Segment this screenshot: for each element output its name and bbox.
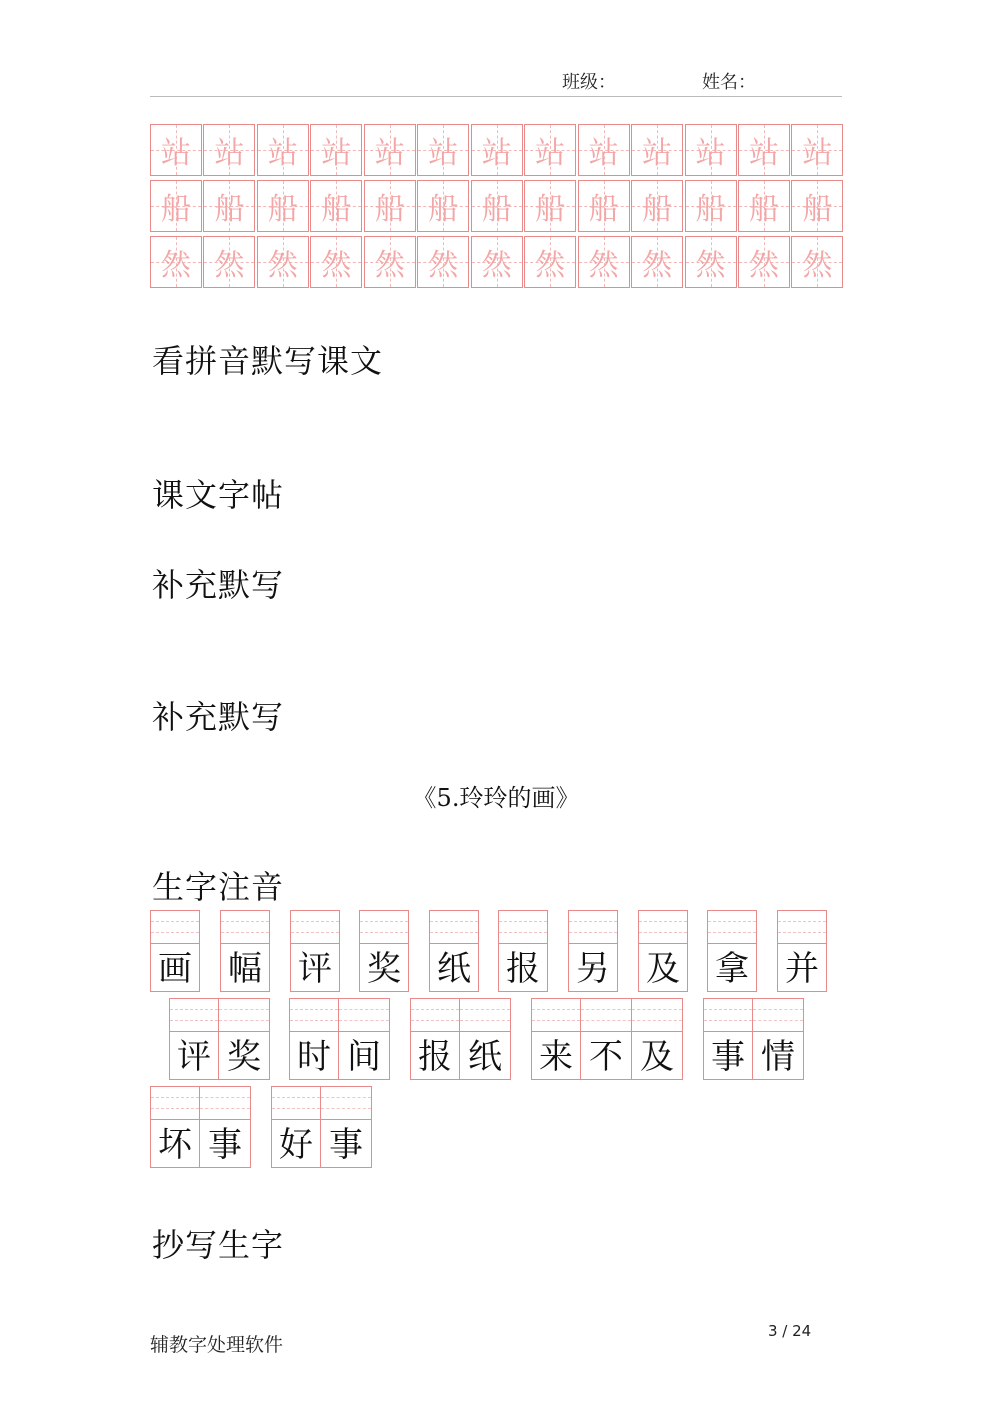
practice-cell xyxy=(310,180,362,232)
char-cell xyxy=(290,910,340,992)
practice-cell xyxy=(203,124,255,176)
pinyin-word-box xyxy=(707,910,757,992)
pinyin-word-box xyxy=(531,998,683,1080)
pinyin-slot[interactable] xyxy=(778,911,826,944)
pinyin-slot[interactable] xyxy=(430,911,478,944)
hanzi: 幅 xyxy=(228,949,262,989)
practice-cell xyxy=(685,124,737,176)
practice-cell xyxy=(257,124,309,176)
pinyin-slot[interactable] xyxy=(581,999,631,1032)
char-cell xyxy=(777,910,827,992)
practice-char: 站 xyxy=(588,136,619,171)
char-cell xyxy=(707,910,757,992)
hanzi: 及 xyxy=(640,1037,674,1077)
hanzi: 拿 xyxy=(715,949,749,989)
practice-cell xyxy=(150,124,202,176)
practice-char: 船 xyxy=(802,192,833,227)
practice-char: 然 xyxy=(428,248,459,283)
practice-char: 船 xyxy=(695,192,726,227)
practice-cell xyxy=(364,236,416,288)
hanzi: 奖 xyxy=(367,949,401,989)
char-cell xyxy=(429,910,479,992)
practice-char: 然 xyxy=(535,248,566,283)
practice-char: 然 xyxy=(161,248,191,283)
practice-char: 然 xyxy=(481,248,512,283)
char-cell xyxy=(200,1086,251,1168)
char-cell xyxy=(169,998,219,1080)
pinyin-word-box xyxy=(410,998,511,1080)
practice-char: 站 xyxy=(374,136,405,171)
pinyin-word-box xyxy=(638,910,688,992)
section-text-copybook: 课文字帖 xyxy=(152,476,285,514)
pinyin-word-box xyxy=(290,910,340,992)
pinyin-word-box xyxy=(169,998,270,1080)
section-annotate: 生字注音 xyxy=(152,868,285,906)
hanzi: 报 xyxy=(418,1037,452,1077)
char-cell xyxy=(703,998,753,1080)
pinyin-slot[interactable] xyxy=(321,1087,371,1120)
practice-char: 然 xyxy=(802,248,833,283)
practice-row xyxy=(150,180,833,232)
practice-char: 船 xyxy=(321,192,352,227)
practice-cell xyxy=(524,180,576,232)
pinyin-slot[interactable] xyxy=(639,911,687,944)
hanzi: 事 xyxy=(208,1125,242,1165)
practice-cell xyxy=(524,124,576,176)
practice-char: 船 xyxy=(428,192,459,227)
hanzi: 事 xyxy=(329,1125,363,1165)
practice-char: 船 xyxy=(535,192,566,227)
practice-cell xyxy=(578,236,630,288)
practice-cell xyxy=(203,236,255,288)
practice-cell xyxy=(738,124,790,176)
hanzi: 评 xyxy=(298,949,332,989)
practice-cell xyxy=(150,180,202,232)
practice-char: 然 xyxy=(321,248,352,283)
hanzi: 事 xyxy=(711,1037,745,1077)
practice-char: 然 xyxy=(267,248,298,283)
section-supplementary-2: 补充默写 xyxy=(152,698,285,736)
practice-cell xyxy=(471,124,523,176)
lesson-title: 《5.玲玲的画》 xyxy=(412,784,580,812)
hanzi: 及 xyxy=(646,949,680,989)
practice-char: 船 xyxy=(748,192,779,227)
class-label: 班级： xyxy=(562,72,616,93)
hanzi: 报 xyxy=(506,949,540,989)
practice-cell xyxy=(417,180,469,232)
pinyin-word-box xyxy=(150,1086,251,1168)
char-cell xyxy=(460,998,511,1080)
practice-char: 然 xyxy=(588,248,619,283)
char-cell xyxy=(150,1086,200,1168)
header-divider xyxy=(150,96,842,97)
practice-cell xyxy=(310,124,362,176)
pinyin-slot[interactable] xyxy=(221,911,269,944)
pinyin-word-box xyxy=(568,910,618,992)
practice-cell xyxy=(257,180,309,232)
practice-cell xyxy=(417,124,469,176)
practice-cell xyxy=(150,236,202,288)
pinyin-slot[interactable] xyxy=(272,1087,320,1120)
practice-char: 船 xyxy=(214,192,245,227)
practice-cell xyxy=(791,180,843,232)
char-cell xyxy=(581,998,632,1080)
hanzi: 另 xyxy=(576,949,610,989)
section-supplementary-1: 补充默写 xyxy=(152,566,285,604)
pinyin-slot[interactable] xyxy=(291,911,339,944)
practice-cell xyxy=(471,236,523,288)
hanzi: 不 xyxy=(589,1037,623,1077)
char-cell xyxy=(568,910,618,992)
pinyin-slot[interactable] xyxy=(753,999,803,1032)
footer-software: 辅教字处理软件 xyxy=(150,1334,284,1356)
pinyin-slot[interactable] xyxy=(532,999,580,1032)
pinyin-word-box xyxy=(289,998,390,1080)
practice-char: 站 xyxy=(481,136,512,171)
practice-char: 站 xyxy=(428,136,459,171)
hanzi: 画 xyxy=(158,949,192,989)
page-number: 3 / 24 xyxy=(768,1322,812,1340)
practice-cell xyxy=(203,180,255,232)
practice-char: 船 xyxy=(161,192,191,227)
hanzi: 纸 xyxy=(468,1037,502,1077)
practice-char: 船 xyxy=(374,192,405,227)
practice-char: 然 xyxy=(214,248,245,283)
pinyin-slot[interactable] xyxy=(569,911,617,944)
hanzi: 间 xyxy=(347,1037,381,1077)
char-cell xyxy=(271,1086,321,1168)
char-cell xyxy=(220,910,270,992)
hanzi: 并 xyxy=(785,949,819,989)
practice-row xyxy=(150,124,833,176)
practice-cell xyxy=(791,236,843,288)
pinyin-slot[interactable] xyxy=(170,999,218,1032)
pinyin-slot[interactable] xyxy=(200,1087,250,1120)
char-cell xyxy=(150,910,200,992)
practice-char: 然 xyxy=(695,248,726,283)
practice-cell xyxy=(310,236,362,288)
pinyin-slot[interactable] xyxy=(708,911,756,944)
practice-char: 然 xyxy=(642,248,673,283)
practice-char: 船 xyxy=(642,192,673,227)
hanzi: 情 xyxy=(761,1037,795,1077)
pinyin-slot[interactable] xyxy=(339,999,389,1032)
pinyin-slot[interactable] xyxy=(704,999,752,1032)
practice-char: 站 xyxy=(695,136,726,171)
name-label: 姓名： xyxy=(702,72,756,93)
hanzi: 纸 xyxy=(437,949,471,989)
practice-cell xyxy=(685,180,737,232)
pinyin-word-box xyxy=(703,998,804,1080)
hanzi: 奖 xyxy=(227,1037,261,1077)
pinyin-word-box xyxy=(359,910,409,992)
practice-char: 船 xyxy=(267,192,298,227)
pinyin-slot[interactable] xyxy=(460,999,510,1032)
char-cell xyxy=(219,998,270,1080)
pinyin-word-box xyxy=(429,910,479,992)
practice-cell xyxy=(471,180,523,232)
pinyin-word-box xyxy=(498,910,548,992)
hanzi: 来 xyxy=(539,1037,573,1077)
practice-char: 站 xyxy=(748,136,779,171)
practice-char: 站 xyxy=(214,136,245,171)
char-cell xyxy=(531,998,581,1080)
hanzi: 好 xyxy=(279,1125,313,1165)
pinyin-slot[interactable] xyxy=(151,1087,199,1120)
practice-cell xyxy=(257,236,309,288)
pinyin-slot[interactable] xyxy=(411,999,459,1032)
practice-cell xyxy=(524,236,576,288)
practice-char: 然 xyxy=(748,248,779,283)
pinyin-slot[interactable] xyxy=(151,911,199,944)
practice-cell xyxy=(631,180,683,232)
practice-cell xyxy=(791,124,843,176)
practice-row xyxy=(150,236,833,288)
hanzi: 坏 xyxy=(158,1125,192,1165)
practice-cell xyxy=(578,180,630,232)
pinyin-slot[interactable] xyxy=(290,999,338,1032)
practice-cell xyxy=(631,236,683,288)
section-pinyin-dictation: 看拼音默写课文 xyxy=(152,342,384,380)
char-cell xyxy=(321,1086,372,1168)
pinyin-slot[interactable] xyxy=(360,911,408,944)
pinyin-word-box xyxy=(150,910,200,992)
practice-char: 站 xyxy=(802,136,833,171)
pinyin-word-box xyxy=(220,910,270,992)
practice-char: 站 xyxy=(267,136,298,171)
char-cell xyxy=(638,910,688,992)
section-copy-chars: 抄写生字 xyxy=(152,1226,285,1264)
practice-char: 站 xyxy=(161,136,191,171)
char-cell xyxy=(359,910,409,992)
practice-char: 站 xyxy=(535,136,566,171)
char-cell xyxy=(410,998,460,1080)
practice-cell xyxy=(578,124,630,176)
char-cell xyxy=(339,998,390,1080)
practice-cell xyxy=(364,124,416,176)
pinyin-slot[interactable] xyxy=(219,999,269,1032)
practice-cell xyxy=(364,180,416,232)
pinyin-slot[interactable] xyxy=(632,999,682,1032)
pinyin-word-box xyxy=(271,1086,372,1168)
practice-char: 船 xyxy=(588,192,619,227)
practice-char: 站 xyxy=(642,136,673,171)
pinyin-slot[interactable] xyxy=(499,911,547,944)
hanzi: 评 xyxy=(177,1037,211,1077)
practice-char: 船 xyxy=(481,192,512,227)
practice-cell xyxy=(738,180,790,232)
practice-cell xyxy=(685,236,737,288)
hanzi: 时 xyxy=(297,1037,331,1077)
practice-cell xyxy=(631,124,683,176)
char-cell xyxy=(753,998,804,1080)
char-cell xyxy=(498,910,548,992)
practice-cell xyxy=(738,236,790,288)
char-cell xyxy=(632,998,683,1080)
practice-char: 站 xyxy=(321,136,352,171)
practice-char: 然 xyxy=(374,248,405,283)
practice-cell xyxy=(417,236,469,288)
char-cell xyxy=(289,998,339,1080)
pinyin-word-box xyxy=(777,910,827,992)
